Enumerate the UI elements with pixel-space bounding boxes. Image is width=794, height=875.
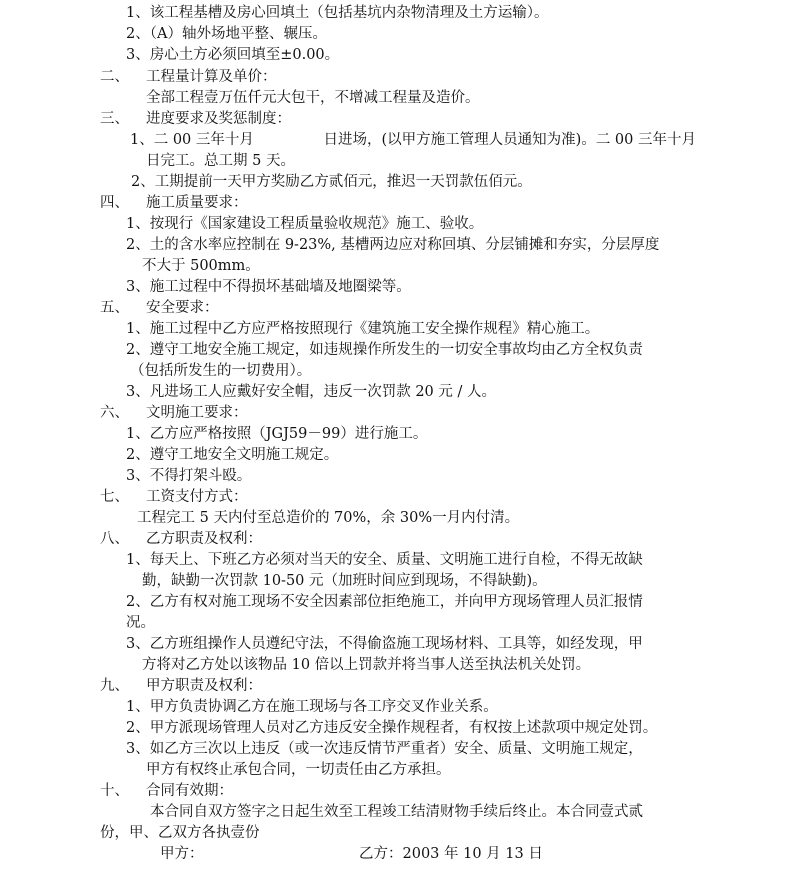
- list-item-continuation: 甲方有权终止承包合同，一切责任由乙方承担。: [146, 762, 451, 778]
- section-number: 四、: [100, 195, 129, 211]
- paragraph: 工程完工 5 天内付至总造价的 70%，余 30%一月内付清。: [137, 510, 520, 526]
- list-item: 1、按现行《国家建设工程质量验收规范》施工、验收。: [126, 216, 484, 232]
- paragraph-continuation: 份，甲、乙双方各执壹份: [100, 825, 260, 841]
- list-item-text: 日进场，(以甲方施工管理人员通知为准)。二 00 三年十月: [323, 132, 696, 148]
- section-title: 工资支付方式：: [146, 489, 248, 505]
- section-heading: [100, 109, 291, 129]
- party-b-signature: 乙方：2003 年 10 月 13 日: [359, 846, 543, 862]
- list-item: 1、该工程基槽及房心回填土（包括基坑内杂物清理及土方运输）。: [126, 5, 549, 21]
- list-item: 1、甲方负责协调乙方在施工现场与各工序交叉作业关系。: [126, 699, 498, 715]
- section-title: 乙方职责及权利：: [146, 531, 262, 547]
- list-item: 3、凡进场工人应戴好安全帽，违反一次罚款 20 元 / 人。: [126, 384, 496, 400]
- section-title: 进度要求及奖惩制度：: [146, 111, 291, 127]
- list-item: 1、乙方应严格按照（JGJ59－99）进行施工。: [126, 426, 428, 442]
- party-a-signature: 甲方：: [160, 846, 204, 862]
- section-number: 九、: [100, 678, 129, 694]
- section-title: 甲方职责及权利：: [146, 678, 262, 694]
- list-item-continuation: 勤，缺勤一次罚款 10-50 元（加班时间应到现场，不得缺勤)。: [142, 573, 547, 589]
- list-item-continuation: 日完工。总工期 5 天。: [146, 153, 295, 169]
- section-heading: [100, 529, 262, 549]
- section-heading: [100, 67, 277, 87]
- section-heading: [100, 193, 248, 213]
- list-item: 2、甲方派现场管理人员对乙方违反安全操作规程者，有权按上述款项中规定处罚。: [126, 720, 658, 736]
- section-title: 安全要求：: [146, 300, 219, 316]
- paragraph: 全部工程壹万伍仟元大包干，不增减工程量及造价。: [146, 90, 480, 106]
- list-item: 3、乙方班组操作人员遵纪守法，不得偷盗施工现场材料、工具等，如经发现，甲: [126, 636, 643, 652]
- list-item-text: 1、二 00 三年十月: [130, 132, 254, 148]
- list-item: 2、（A）轴外场地平整、辗压。: [126, 26, 327, 42]
- section-title: 施工质量要求：: [146, 195, 248, 211]
- paragraph: 本合同自双方签字之日起生效至工程竣工结清财物手续后终止。本合同壹式贰: [150, 804, 643, 820]
- section-title: 合同有效期：: [146, 783, 233, 799]
- section-title: 工程量计算及单价：: [146, 69, 277, 85]
- section-title: 文明施工要求：: [146, 405, 248, 421]
- list-item-continuation: 方将对乙方处以该物品 10 倍以上罚款并将当事人送至执法机关处罚。: [142, 657, 591, 673]
- list-item: 3、如乙方三次以上违反（或一次违反情节严重者）安全、质量、文明施工规定，: [126, 741, 643, 757]
- list-item: 2、土的含水率应控制在 9-23%, 基槽两边应对称回填、分层铺摊和夯实，分层厚度: [126, 237, 660, 253]
- list-item: 3、施工过程中不得损坏基础墙及地圈梁等。: [126, 279, 411, 295]
- section-heading: [100, 781, 233, 801]
- list-item: 1、每天上、下班乙方必须对当天的安全、质量、文明施工进行自检，不得无故缺: [126, 552, 643, 568]
- list-item: [130, 130, 696, 150]
- list-item-continuation: 不大于 500mm。: [142, 258, 260, 274]
- list-item: 1、施工过程中乙方应严格按照现行《建筑施工安全操作规程》精心施工。: [126, 321, 600, 337]
- section-number: 二、: [100, 69, 129, 85]
- section-number: 五、: [100, 300, 129, 316]
- list-item: 2、工期提前一天甲方奖励乙方贰佰元，推迟一天罚款伍佰元。: [131, 174, 532, 190]
- list-item: 3、不得打架斗殴。: [126, 468, 252, 484]
- section-heading: [100, 403, 248, 423]
- list-item: 2、遵守工地安全文明施工规定。: [126, 447, 339, 463]
- section-heading: [100, 298, 219, 318]
- list-item-continuation: 况。: [126, 615, 155, 631]
- section-number: 七、: [100, 489, 129, 505]
- section-heading: [100, 676, 262, 696]
- section-number: 三、: [100, 111, 129, 127]
- section-number: 六、: [100, 405, 129, 421]
- list-item: 2、遵守工地安全施工规定，如违规操作所发生的一切安全事故均由乙方全权负责: [126, 342, 643, 358]
- section-heading: [100, 487, 248, 507]
- section-number: 十、: [100, 783, 129, 799]
- list-item: 3、房心土方必须回填至±0.00。: [126, 47, 340, 63]
- list-item-continuation: （包括所发生的一切费用）。: [130, 363, 312, 379]
- list-item: 2、乙方有权对施工现场不安全因素部位拒绝施工，并向甲方现场管理人员汇报情: [126, 594, 643, 610]
- section-number: 八、: [100, 531, 129, 547]
